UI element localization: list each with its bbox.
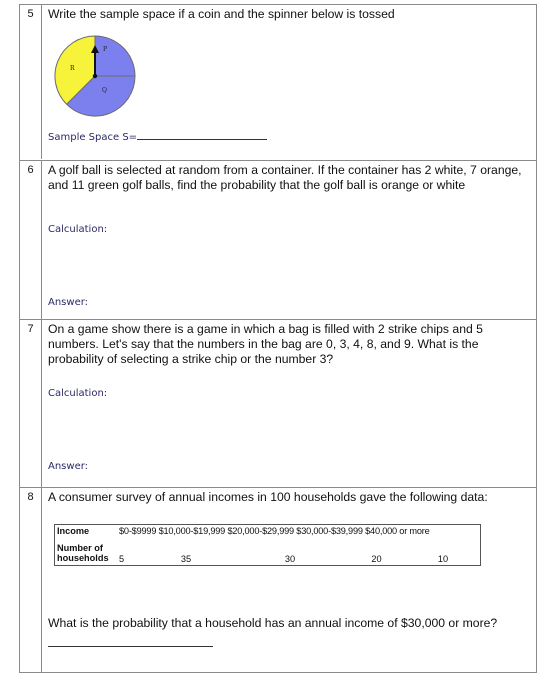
question-8-prompt: What is the probability that a household has an annual income of $30,000 or more? (48, 616, 498, 630)
income-category: $20,000-$29,999 (227, 526, 294, 536)
question-5 (20, 5, 536, 159)
sample-space-label: Sample Space S= (48, 132, 138, 143)
spinner-label-p: P (103, 46, 108, 53)
income-categories (117, 525, 481, 538)
income-category: $40,000 or more (365, 526, 430, 536)
spinner-hub (93, 74, 97, 78)
question-text: A consumer survey of annual incomes in 100 households gave the following data: (48, 490, 488, 504)
income-table (54, 524, 481, 566)
income-header-row (55, 525, 481, 538)
households-row (55, 537, 481, 566)
calculation-label: Calculation: (48, 388, 108, 399)
income-category: $0-$9999 (119, 526, 157, 536)
question-text: A golf ball is selected at random from a container. If the container has 2 white, 7 orange, and 11 green golf balls, find the probability that the golf ball is orange or white (48, 163, 522, 192)
question-number: 6 (20, 161, 42, 319)
worksheet (19, 4, 537, 673)
answer-label: Answer: (48, 461, 89, 472)
income-header: Income (57, 526, 90, 536)
households-header: Number of households (57, 543, 109, 563)
sample-space-row (48, 130, 267, 143)
spinner-section-p (95, 36, 135, 76)
household-count: 20 (371, 554, 382, 564)
income-category: $10,000-$19,999 (158, 526, 226, 536)
question-number: 7 (20, 320, 42, 487)
question-number: 5 (20, 5, 42, 159)
answer-blank[interactable] (48, 646, 213, 647)
calculation-label: Calculation: (48, 224, 108, 235)
sample-space-blank[interactable] (137, 130, 267, 140)
household-count: 35 (180, 554, 192, 564)
income-category: $30,000-$39,999 (296, 526, 363, 536)
question-text: On a game show there is a game in which a bag is filled with 2 strike chips and 5 numbers. Let's say that the numbers in the bag are 0, 3, 4, 8, and 9. What is the probability of selecting a strike chip or the number 3? (48, 322, 483, 366)
household-count: 30 (284, 554, 296, 564)
question-6 (20, 160, 536, 319)
spinner-image (54, 35, 136, 117)
answer-label: Answer: (48, 297, 89, 308)
household-count: 5 (119, 554, 125, 564)
spinner-label-q: Q (102, 87, 107, 94)
question-8 (20, 487, 536, 673)
household-count: 10 (437, 554, 449, 564)
question-text: Write the sample space if a coin and the spinner below is tossed (48, 7, 395, 21)
spinner-label-r: R (70, 65, 75, 72)
question-number: 8 (20, 488, 42, 673)
question-7 (20, 319, 536, 487)
